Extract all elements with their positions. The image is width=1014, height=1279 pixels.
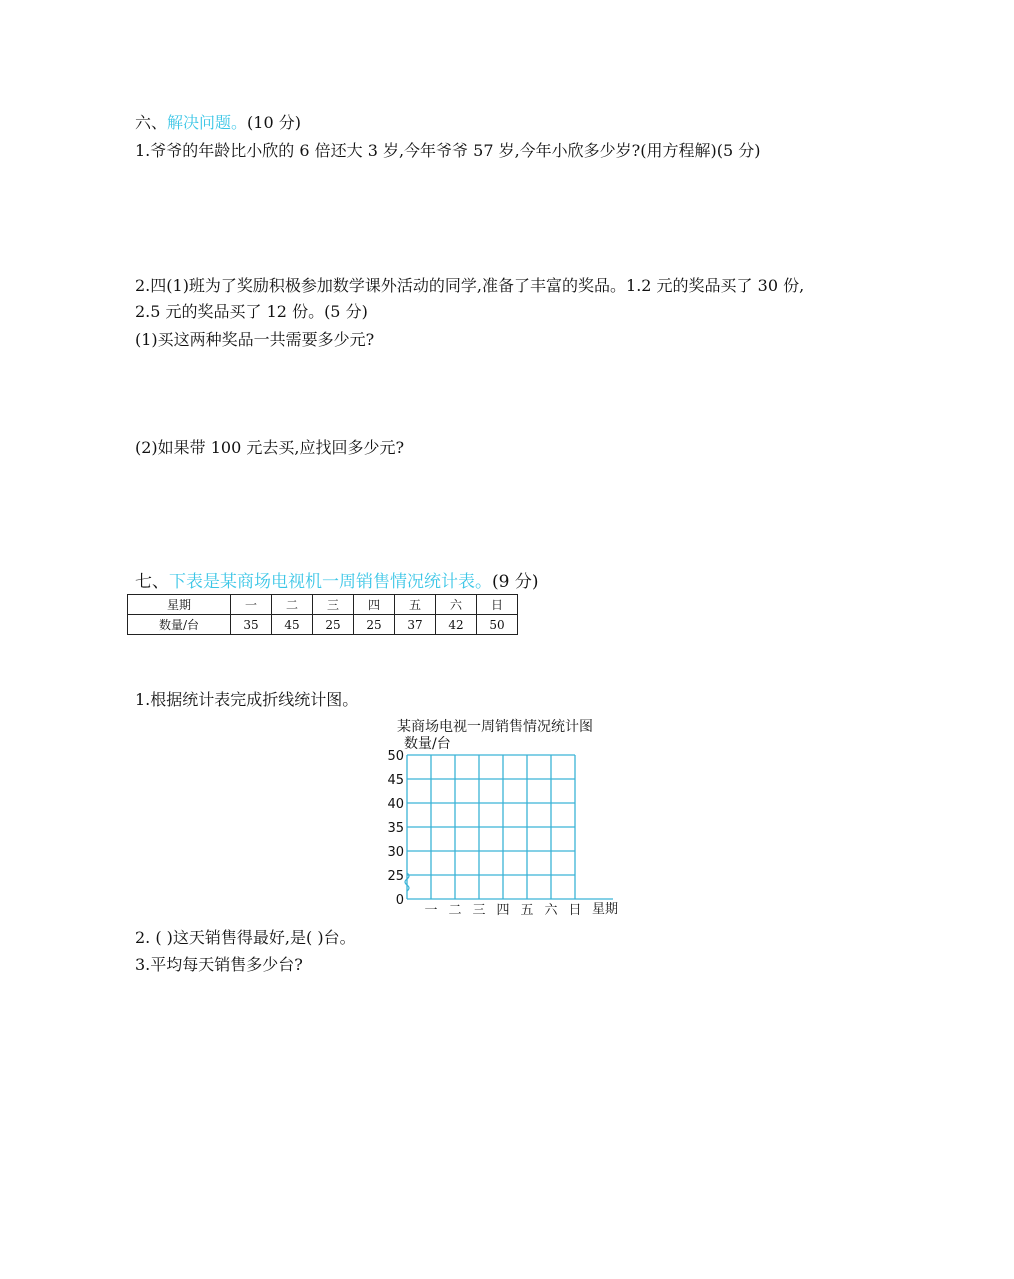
section7-title: 下表是某商场电视机一周销售情况统计表。 bbox=[169, 572, 492, 592]
x-tick-label: 六 bbox=[544, 903, 558, 918]
y-tick-label: 50 bbox=[387, 749, 404, 764]
table-cell-day: 五 bbox=[395, 595, 436, 615]
x-tick-label: 日 bbox=[568, 903, 582, 918]
table-cell-day: 日 bbox=[477, 595, 518, 615]
section7-question-3: 3.平均每天销售多少台? bbox=[135, 955, 303, 974]
y-tick-label: 40 bbox=[387, 797, 404, 812]
section6-title: 解决问题。 bbox=[167, 113, 248, 132]
table-cell-value: 35 bbox=[231, 615, 272, 635]
table-cell-day: 四 bbox=[354, 595, 395, 615]
section7-number: 七、 bbox=[135, 572, 169, 592]
table-header-quantity: 数量/台 bbox=[128, 615, 231, 635]
x-tick-label: 一 bbox=[424, 903, 438, 918]
section6-question-2-sub1: (1)买这两种奖品一共需要多少元? bbox=[135, 330, 375, 349]
table-cell-day: 一 bbox=[231, 595, 272, 615]
chart-x-ticks bbox=[424, 903, 581, 918]
y-tick-label: 45 bbox=[387, 773, 404, 788]
chart-y-ticks bbox=[387, 749, 404, 908]
table-cell-value: 25 bbox=[354, 615, 395, 635]
table-row-days bbox=[128, 595, 518, 615]
section6-heading bbox=[135, 113, 301, 133]
section6-question-2-line2: 2.5 元的奖品买了 12 份。(5 分) bbox=[135, 302, 368, 321]
table-cell-day: 六 bbox=[436, 595, 477, 615]
section6-number: 六、 bbox=[135, 113, 168, 132]
sales-table bbox=[127, 594, 518, 635]
y-tick-label: 25 bbox=[387, 869, 404, 884]
line-chart-grid bbox=[385, 713, 630, 923]
section6-question-1: 1.爷爷的年龄比小欣的 6 倍还大 3 岁,今年爷爷 57 岁,今年小欣多少岁?(用方程解)(5 分) bbox=[135, 141, 761, 160]
section7-score: (9 分) bbox=[492, 572, 539, 592]
table-row-quantity bbox=[128, 615, 518, 635]
chart-grid bbox=[407, 755, 613, 899]
x-tick-label: 四 bbox=[496, 903, 510, 918]
table-cell-day: 二 bbox=[272, 595, 313, 615]
x-tick-label: 五 bbox=[520, 903, 534, 918]
table-cell-value: 45 bbox=[272, 615, 313, 635]
table-cell-day: 三 bbox=[313, 595, 354, 615]
table-cell-value: 42 bbox=[436, 615, 477, 635]
table-cell-value: 37 bbox=[395, 615, 436, 635]
x-tick-label: 二 bbox=[448, 903, 462, 918]
table-cell-value: 50 bbox=[477, 615, 518, 635]
section7-question-2: 2. ( )这天销售得最好,是( )台。 bbox=[135, 928, 356, 947]
x-tick-label: 三 bbox=[472, 903, 486, 918]
chart-xlabel: 星期 bbox=[592, 902, 619, 917]
y-tick-label: 0 bbox=[395, 893, 404, 908]
table-cell-value: 25 bbox=[313, 615, 354, 635]
table-header-day: 星期 bbox=[128, 595, 231, 615]
section7-question-1: 1.根据统计表完成折线统计图。 bbox=[135, 690, 359, 709]
chart-title: 某商场电视一周销售情况统计图 bbox=[397, 719, 593, 735]
chart-ylabel: 数量/台 bbox=[404, 736, 451, 752]
section7-heading bbox=[135, 572, 538, 592]
section6-question-2-sub2: (2)如果带 100 元去买,应找回多少元? bbox=[135, 438, 405, 457]
y-tick-label: 35 bbox=[387, 821, 404, 836]
y-tick-label: 30 bbox=[387, 845, 404, 860]
section6-question-2-line1: 2.四(1)班为了奖励积极参加数学课外活动的同学,准备了丰富的奖品。1.2 元的奖品买了 30 份, bbox=[135, 276, 805, 295]
section6-score: (10 分) bbox=[247, 113, 301, 132]
